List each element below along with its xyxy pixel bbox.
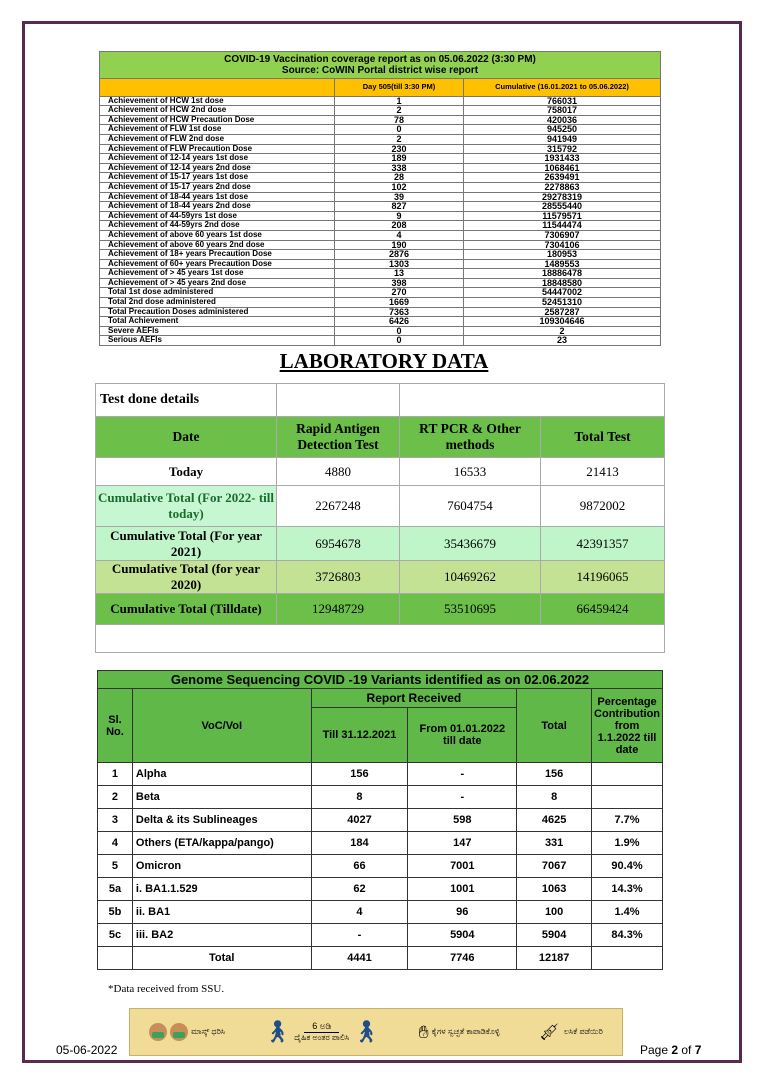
genome-header-percentage: Percentage Contribution from 1.1.2022 till date [592, 689, 663, 763]
vaccination-cell-day: 39 [335, 192, 464, 202]
vaccination-row-label: Achievement of 12-14 years 2nd dose [100, 163, 335, 173]
lab-cell-rtpcr: 10469262 [400, 561, 541, 594]
lab-cell-rat: 3726803 [277, 561, 400, 594]
lab-cell-total: 42391357 [541, 527, 665, 561]
vaccination-row [100, 336, 661, 346]
vaccination-table-title: COVID-19 Vaccination coverage report as on 05.06.2022 (3:30 PM) Source: CoWIN Portal district wise report [100, 52, 661, 79]
vaccination-cell-cumulative: 1489553 [464, 259, 661, 269]
vaccination-cell-cumulative: 11579571 [464, 211, 661, 221]
vaccination-row-label: Achievement of 15-17 years 2nd dose [100, 182, 335, 192]
vaccination-row [100, 173, 661, 183]
vaccination-cell-cumulative: 1068461 [464, 163, 661, 173]
distance-segment [263, 1021, 380, 1043]
vaccination-cell-cumulative: 2639491 [464, 173, 661, 183]
vaccination-row-label: Achievement of > 45 years 1st dose [100, 269, 335, 279]
vaccination-cell-day: 9 [335, 211, 464, 221]
vaccination-cell-cumulative: 1931433 [464, 154, 661, 164]
footnote: *Data received from SSU. [108, 983, 225, 995]
vaccination-cell-cumulative: 28555440 [464, 202, 661, 212]
vaccination-cell-day: 2 [335, 134, 464, 144]
genome-cell-till: 156 [311, 763, 408, 786]
genome-cell-till: 4027 [311, 809, 408, 832]
vaccination-cell-day: 1303 [335, 259, 464, 269]
lab-header-total: Total Test [541, 417, 665, 458]
lab-cell-rat: 12948729 [277, 594, 400, 625]
genome-cell-from: 5904 [408, 924, 517, 947]
genome-cell-total: 7067 [517, 855, 592, 878]
hands-icon: ✋︎ [418, 1021, 429, 1042]
genome-row [98, 809, 663, 832]
genome-row [98, 878, 663, 901]
column-header-cumulative: Cumulative (16.01.2021 to 05.06.2022) [464, 79, 661, 97]
lab-caption: Test done details [96, 384, 277, 417]
lab-cell-rtpcr: 35436679 [400, 527, 541, 561]
genome-header-from: From 01.01.2022 till date [408, 708, 517, 763]
genome-cell-voc: iii. BA2 [132, 924, 311, 947]
laboratory-table [95, 383, 665, 653]
genome-header-report: Report Received [311, 689, 517, 708]
vaccination-row [100, 230, 661, 240]
vaccination-row [100, 250, 661, 260]
genome-cell-total: 5904 [517, 924, 592, 947]
genome-cell-from: 1001 [408, 878, 517, 901]
genome-total-row [98, 947, 663, 970]
vaccination-row-label: Achievement of 18-44 years 1st dose [100, 192, 335, 202]
vaccination-row [100, 298, 661, 308]
lab-row-2021 [96, 527, 665, 561]
vaccination-cell-cumulative: 945250 [464, 125, 661, 135]
genome-cell-sl: 5a [98, 878, 133, 901]
genome-row [98, 901, 663, 924]
vaccination-row-label: Achievement of 15-17 years 1st dose [100, 173, 335, 183]
genome-header-till: Till 31.12.2021 [311, 708, 408, 763]
lab-row-2020 [96, 561, 665, 594]
lab-row-today [96, 458, 665, 486]
vaccination-cell-day: 6426 [335, 317, 464, 327]
genome-cell-percentage [592, 786, 663, 809]
vaccination-row-label: Achievement of FLW 2nd dose [100, 134, 335, 144]
genome-cell-sl: 3 [98, 809, 133, 832]
vaccination-row-label: Achievement of above 60 years 1st dose [100, 230, 335, 240]
mask-face-icon [170, 1023, 188, 1041]
genome-cell-percentage: 90.4% [592, 855, 663, 878]
vaccination-row [100, 154, 661, 164]
genome-cell-from: 147 [408, 832, 517, 855]
lab-cell-rat: 2267248 [277, 486, 400, 527]
vaccination-cell-day: 208 [335, 221, 464, 231]
vaccination-row-label: Achievement of above 60 years 2nd dose [100, 240, 335, 250]
genome-table-title: Genome Sequencing COVID -19 Variants identified as on 02.06.2022 [98, 671, 663, 689]
lab-cell-total: 21413 [541, 458, 665, 486]
lab-row-label: Cumulative Total (Tilldate) [96, 594, 277, 625]
footer-date: 05-06-2022 [56, 1043, 118, 1057]
genome-cell-percentage: 14.3% [592, 878, 663, 901]
handwash-segment [418, 1022, 499, 1043]
vaccination-row-label: Severe AEFIs [100, 326, 335, 336]
mask-text: ಮಾಸ್ಕ್ ಧರಿಸಿ [191, 1027, 226, 1036]
genome-total-total: 12187 [517, 947, 592, 970]
vaccination-cell-day: 2 [335, 106, 464, 116]
vaccination-cell-day: 189 [335, 154, 464, 164]
lab-cell-rat: 6954678 [277, 527, 400, 561]
genome-cell-from: - [408, 763, 517, 786]
distance-text: ದೈಹಿಕ ಅಂತರ ಪಾಲಿಸಿ [294, 1033, 350, 1042]
lab-cell-total: 14196065 [541, 561, 665, 594]
genome-cell-sl: 1 [98, 763, 133, 786]
vaccination-row-label: Achievement of HCW 2nd dose [100, 106, 335, 116]
vaccination-row-label: Achievement of > 45 years 2nd dose [100, 278, 335, 288]
genome-row [98, 832, 663, 855]
genome-cell-total: 331 [517, 832, 592, 855]
vaccination-row-label: Serious AEFIs [100, 336, 335, 346]
person-icon: 🚶︎ [352, 1019, 381, 1044]
genome-cell-till: 8 [311, 786, 408, 809]
lab-row-tilldate [96, 594, 665, 625]
lab-row-label: Cumulative Total (For 2022- till today) [96, 486, 277, 527]
person-icon: 🚶︎ [263, 1019, 292, 1044]
vaccination-row [100, 221, 661, 231]
vaccination-cell-day: 398 [335, 278, 464, 288]
vaccination-cell-day: 0 [335, 336, 464, 346]
lab-row-label: Cumulative Total (for year 2020) [96, 561, 277, 594]
lab-header-rtpcr: RT PCR & Other methods [400, 417, 541, 458]
lab-cell-rtpcr: 7604754 [400, 486, 541, 527]
vaccination-cell-day: 190 [335, 240, 464, 250]
vaccination-row [100, 106, 661, 116]
vaccination-cell-day: 102 [335, 182, 464, 192]
vaccination-row-label: Total 2nd dose administered [100, 298, 335, 308]
genome-cell-total: 156 [517, 763, 592, 786]
vaccination-cell-day: 1669 [335, 298, 464, 308]
lab-cell-rtpcr: 16533 [400, 458, 541, 486]
genome-total-from: 7746 [408, 947, 517, 970]
genome-cell-percentage: 1.9% [592, 832, 663, 855]
vaccination-row-label: Achievement of HCW 1st dose [100, 96, 335, 106]
lab-row-label: Cumulative Total (For year 2021) [96, 527, 277, 561]
vaccination-cell-cumulative: 109304646 [464, 317, 661, 327]
genome-cell-total: 100 [517, 901, 592, 924]
genome-cell-voc: Alpha [132, 763, 311, 786]
genome-row [98, 855, 663, 878]
vaccination-cell-day: 13 [335, 269, 464, 279]
vaccination-cell-day: 4 [335, 230, 464, 240]
vaccination-cell-cumulative: 29278319 [464, 192, 661, 202]
vaccination-cell-day: 1 [335, 96, 464, 106]
genome-row [98, 763, 663, 786]
vaccination-row-label: Achievement of 18-44 years 2nd dose [100, 202, 335, 212]
genome-cell-sl: 5b [98, 901, 133, 924]
vaccination-cell-cumulative: 941949 [464, 134, 661, 144]
genome-cell-till: 66 [311, 855, 408, 878]
lab-row-label: Today [96, 458, 277, 486]
lab-header-date: Date [96, 417, 277, 458]
genome-cell-till: 62 [311, 878, 408, 901]
genome-cell-voc: ii. BA1 [132, 901, 311, 924]
distance-value: 6 ಅಡಿ [304, 1021, 339, 1033]
genome-cell-from: 96 [408, 901, 517, 924]
vaccination-cell-cumulative: 2587287 [464, 307, 661, 317]
genome-cell-sl: 5c [98, 924, 133, 947]
vaccination-coverage-table [99, 51, 661, 346]
vaccination-cell-day: 230 [335, 144, 464, 154]
genome-cell-sl: 2 [98, 786, 133, 809]
genome-cell-total: 8 [517, 786, 592, 809]
vaccination-row [100, 326, 661, 336]
vaccination-row-label: Achievement of 18+ years Precaution Dose [100, 250, 335, 260]
vaccination-cell-cumulative: 2278863 [464, 182, 661, 192]
vaccination-cell-cumulative: 54447002 [464, 288, 661, 298]
vaccination-cell-cumulative: 766031 [464, 96, 661, 106]
vaccination-cell-day: 270 [335, 288, 464, 298]
vaccination-cell-day: 78 [335, 115, 464, 125]
mask-segment [149, 1023, 225, 1041]
vaccination-row-label: Achievement of FLW 1st dose [100, 125, 335, 135]
genome-header-total: Total [517, 689, 592, 763]
vaccination-cell-cumulative: 23 [464, 336, 661, 346]
hands-text: ಕೈಗಳ ಸ್ವಚ್ಛತೆ ಕಾಪಾಡಿಕೊಳ್ಳಿ [431, 1027, 500, 1036]
column-header-day: Day 505(till 3:30 PM) [335, 79, 464, 97]
lab-header-rat: Rapid Antigen Detection Test [277, 417, 400, 458]
genome-header-sl: Sl. No. [98, 689, 133, 763]
genome-cell-voc: i. BA1.1.529 [132, 878, 311, 901]
vaccination-row-label: Achievement of 44-59yrs 1st dose [100, 211, 335, 221]
vaccination-cell-cumulative: 315792 [464, 144, 661, 154]
vaccination-cell-day: 0 [335, 326, 464, 336]
genome-cell-voc: Omicron [132, 855, 311, 878]
vaccination-cell-cumulative: 7304106 [464, 240, 661, 250]
vaccination-cell-cumulative: 18848580 [464, 278, 661, 288]
genome-cell-till: - [311, 924, 408, 947]
genome-header-voc: VoC/VoI [132, 689, 311, 763]
vaccination-row [100, 182, 661, 192]
genome-sequencing-table [97, 670, 663, 970]
genome-cell-total: 1063 [517, 878, 592, 901]
genome-cell-percentage: 7.7% [592, 809, 663, 832]
genome-cell-voc: Beta [132, 786, 311, 809]
genome-cell-percentage [592, 763, 663, 786]
vaccination-row-label: Total 1st dose administered [100, 288, 335, 298]
genome-total-till: 4441 [311, 947, 408, 970]
genome-cell-percentage: 1.4% [592, 901, 663, 924]
vaccination-cell-day: 28 [335, 173, 464, 183]
vaccination-row [100, 134, 661, 144]
vaccination-cell-cumulative: 18886478 [464, 269, 661, 279]
genome-cell-total: 4625 [517, 809, 592, 832]
vaccine-segment [538, 1022, 603, 1043]
lab-cell-total: 66459424 [541, 594, 665, 625]
genome-cell-from: 598 [408, 809, 517, 832]
vaccination-row-label: Total Achievement [100, 317, 335, 327]
vaccination-cell-day: 7363 [335, 307, 464, 317]
laboratory-data-heading: LABORATORY DATA [279, 349, 489, 373]
vaccination-cell-cumulative: 758017 [464, 106, 661, 116]
genome-cell-percentage: 84.3% [592, 924, 663, 947]
vaccination-row-label: Total Precaution Doses administered [100, 307, 335, 317]
vaccination-row [100, 269, 661, 279]
vaccination-cell-day: 338 [335, 163, 464, 173]
vaccination-cell-cumulative: 420036 [464, 115, 661, 125]
vaccination-cell-cumulative: 180953 [464, 250, 661, 260]
page-number: Page 2 of 7 [640, 1043, 702, 1057]
vaccination-row-label: Achievement of 60+ years Precaution Dose [100, 259, 335, 269]
lab-cell-total: 9872002 [541, 486, 665, 527]
genome-cell-sl: 4 [98, 832, 133, 855]
genome-cell-from: - [408, 786, 517, 809]
vaccination-row-label: Achievement of HCW Precaution Dose [100, 115, 335, 125]
vaccine-icon: 💉︎ [538, 1021, 561, 1042]
genome-cell-till: 184 [311, 832, 408, 855]
genome-cell-till: 4 [311, 901, 408, 924]
genome-cell-voc: Delta & its Sublineages [132, 809, 311, 832]
vaccine-text: ಲಸಿಕೆ ಪಡೆಯಿರಿ [563, 1027, 603, 1036]
lab-row-2022 [96, 486, 665, 527]
vaccination-cell-cumulative: 2 [464, 326, 661, 336]
vaccination-row-label: Achievement of 12-14 years 1st dose [100, 154, 335, 164]
vaccination-row-label: Achievement of FLW Precaution Dose [100, 144, 335, 154]
vaccination-row [100, 202, 661, 212]
vaccination-cell-cumulative: 7306907 [464, 230, 661, 240]
genome-cell-sl: 5 [98, 855, 133, 878]
genome-cell-voc: Others (ETA/kappa/pango) [132, 832, 311, 855]
vaccination-row-label: Achievement of 44-59yrs 2nd dose [100, 221, 335, 231]
vaccination-row [100, 317, 661, 327]
awareness-banner [129, 1008, 623, 1056]
vaccination-cell-day: 827 [335, 202, 464, 212]
genome-total-label: Total [132, 947, 311, 970]
genome-row [98, 786, 663, 809]
vaccination-cell-day: 0 [335, 125, 464, 135]
mask-face-icon [149, 1023, 167, 1041]
vaccination-cell-cumulative: 11544474 [464, 221, 661, 231]
vaccination-cell-day: 2876 [335, 250, 464, 260]
genome-row [98, 924, 663, 947]
vaccination-cell-cumulative: 52451310 [464, 298, 661, 308]
lab-cell-rtpcr: 53510695 [400, 594, 541, 625]
lab-cell-rat: 4880 [277, 458, 400, 486]
genome-cell-from: 7001 [408, 855, 517, 878]
